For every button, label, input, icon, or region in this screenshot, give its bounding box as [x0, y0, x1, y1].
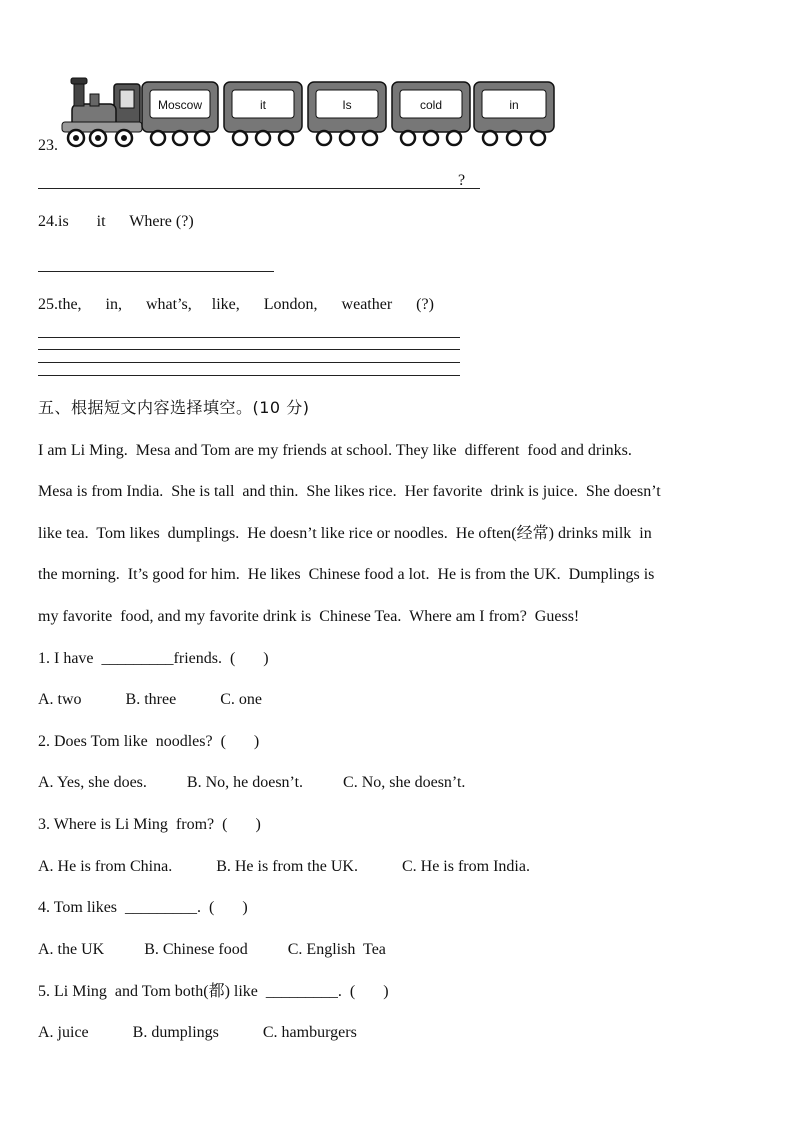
question-4-options: A. the UK B. Chinese food C. English Tea [38, 941, 386, 958]
locomotive-icon [62, 78, 142, 146]
question-3-options: A. He is from China. B. He is from the UK. C. He is from India. [38, 858, 530, 875]
question-2-options: A. Yes, she does. B. No, he doesn’t. C. No, she doesn’t. [38, 774, 466, 791]
q23-answer-line[interactable] [38, 188, 480, 189]
wagon-word-3: Is [342, 98, 352, 112]
q23-end-mark: ? [458, 172, 466, 189]
question-1-options: A. two B. three C. one [38, 691, 262, 708]
passage-line-2: Mesa is from India. She is tall and thin. She likes rice. Her favorite drink is juice. She doesn’t [38, 483, 661, 500]
question-1: 1. I have _________friends. ( ) [38, 650, 269, 667]
question-2: 2. Does Tom like noodles? ( ) [38, 733, 260, 750]
question-5: 5. Li Ming and Tom both(都) like _________. ( ) [38, 983, 389, 1000]
wagon-1 [142, 82, 218, 145]
q25-answer-line-4[interactable] [38, 375, 460, 376]
train-illustration [58, 76, 578, 156]
wagon-5 [474, 82, 554, 145]
passage-line-1: I am Li Ming. Mesa and Tom are my friends at school. They like different food and drinks. [38, 442, 632, 459]
passage-line-3: like tea. Tom likes dumplings. He doesn’t like rice or noodles. He often(经常) drinks milk in [38, 525, 652, 542]
passage-line-4: the morning. It’s good for him. He likes Chinese food a lot. He is from the UK. Dumplings is [38, 566, 655, 583]
question-5-options: A. juice B. dumplings C. hamburgers [38, 1024, 357, 1041]
q25-answer-line-3[interactable] [38, 362, 460, 363]
wagon-word-2: it [260, 98, 266, 112]
section-5-title: 五、根据短文内容选择填空。(10 分) [38, 398, 310, 417]
wagon-word-5: in [509, 98, 519, 112]
q24-prompt: 24.is it Where (?) [38, 213, 194, 230]
q25-prompt: 25.the, in, what’s, like, London, weather (?) [38, 296, 434, 313]
passage-line-5: my favorite food, and my favorite drink is Chinese Tea. Where am I from? Guess! [38, 608, 580, 625]
wagon-3 [308, 82, 386, 145]
q25-answer-line-1[interactable] [38, 337, 460, 338]
q25-answer-line-2[interactable] [38, 349, 460, 350]
question-4: 4. Tom likes _________. ( ) [38, 899, 248, 916]
wagon-4 [392, 82, 470, 145]
wagon-word-4: cold [419, 98, 442, 112]
wagon-2 [224, 82, 302, 145]
wagon-word-1: Moscow [157, 98, 202, 112]
q23-number: 23. [38, 137, 58, 154]
question-3: 3. Where is Li Ming from? ( ) [38, 816, 261, 833]
q24-answer-line[interactable] [38, 271, 274, 272]
